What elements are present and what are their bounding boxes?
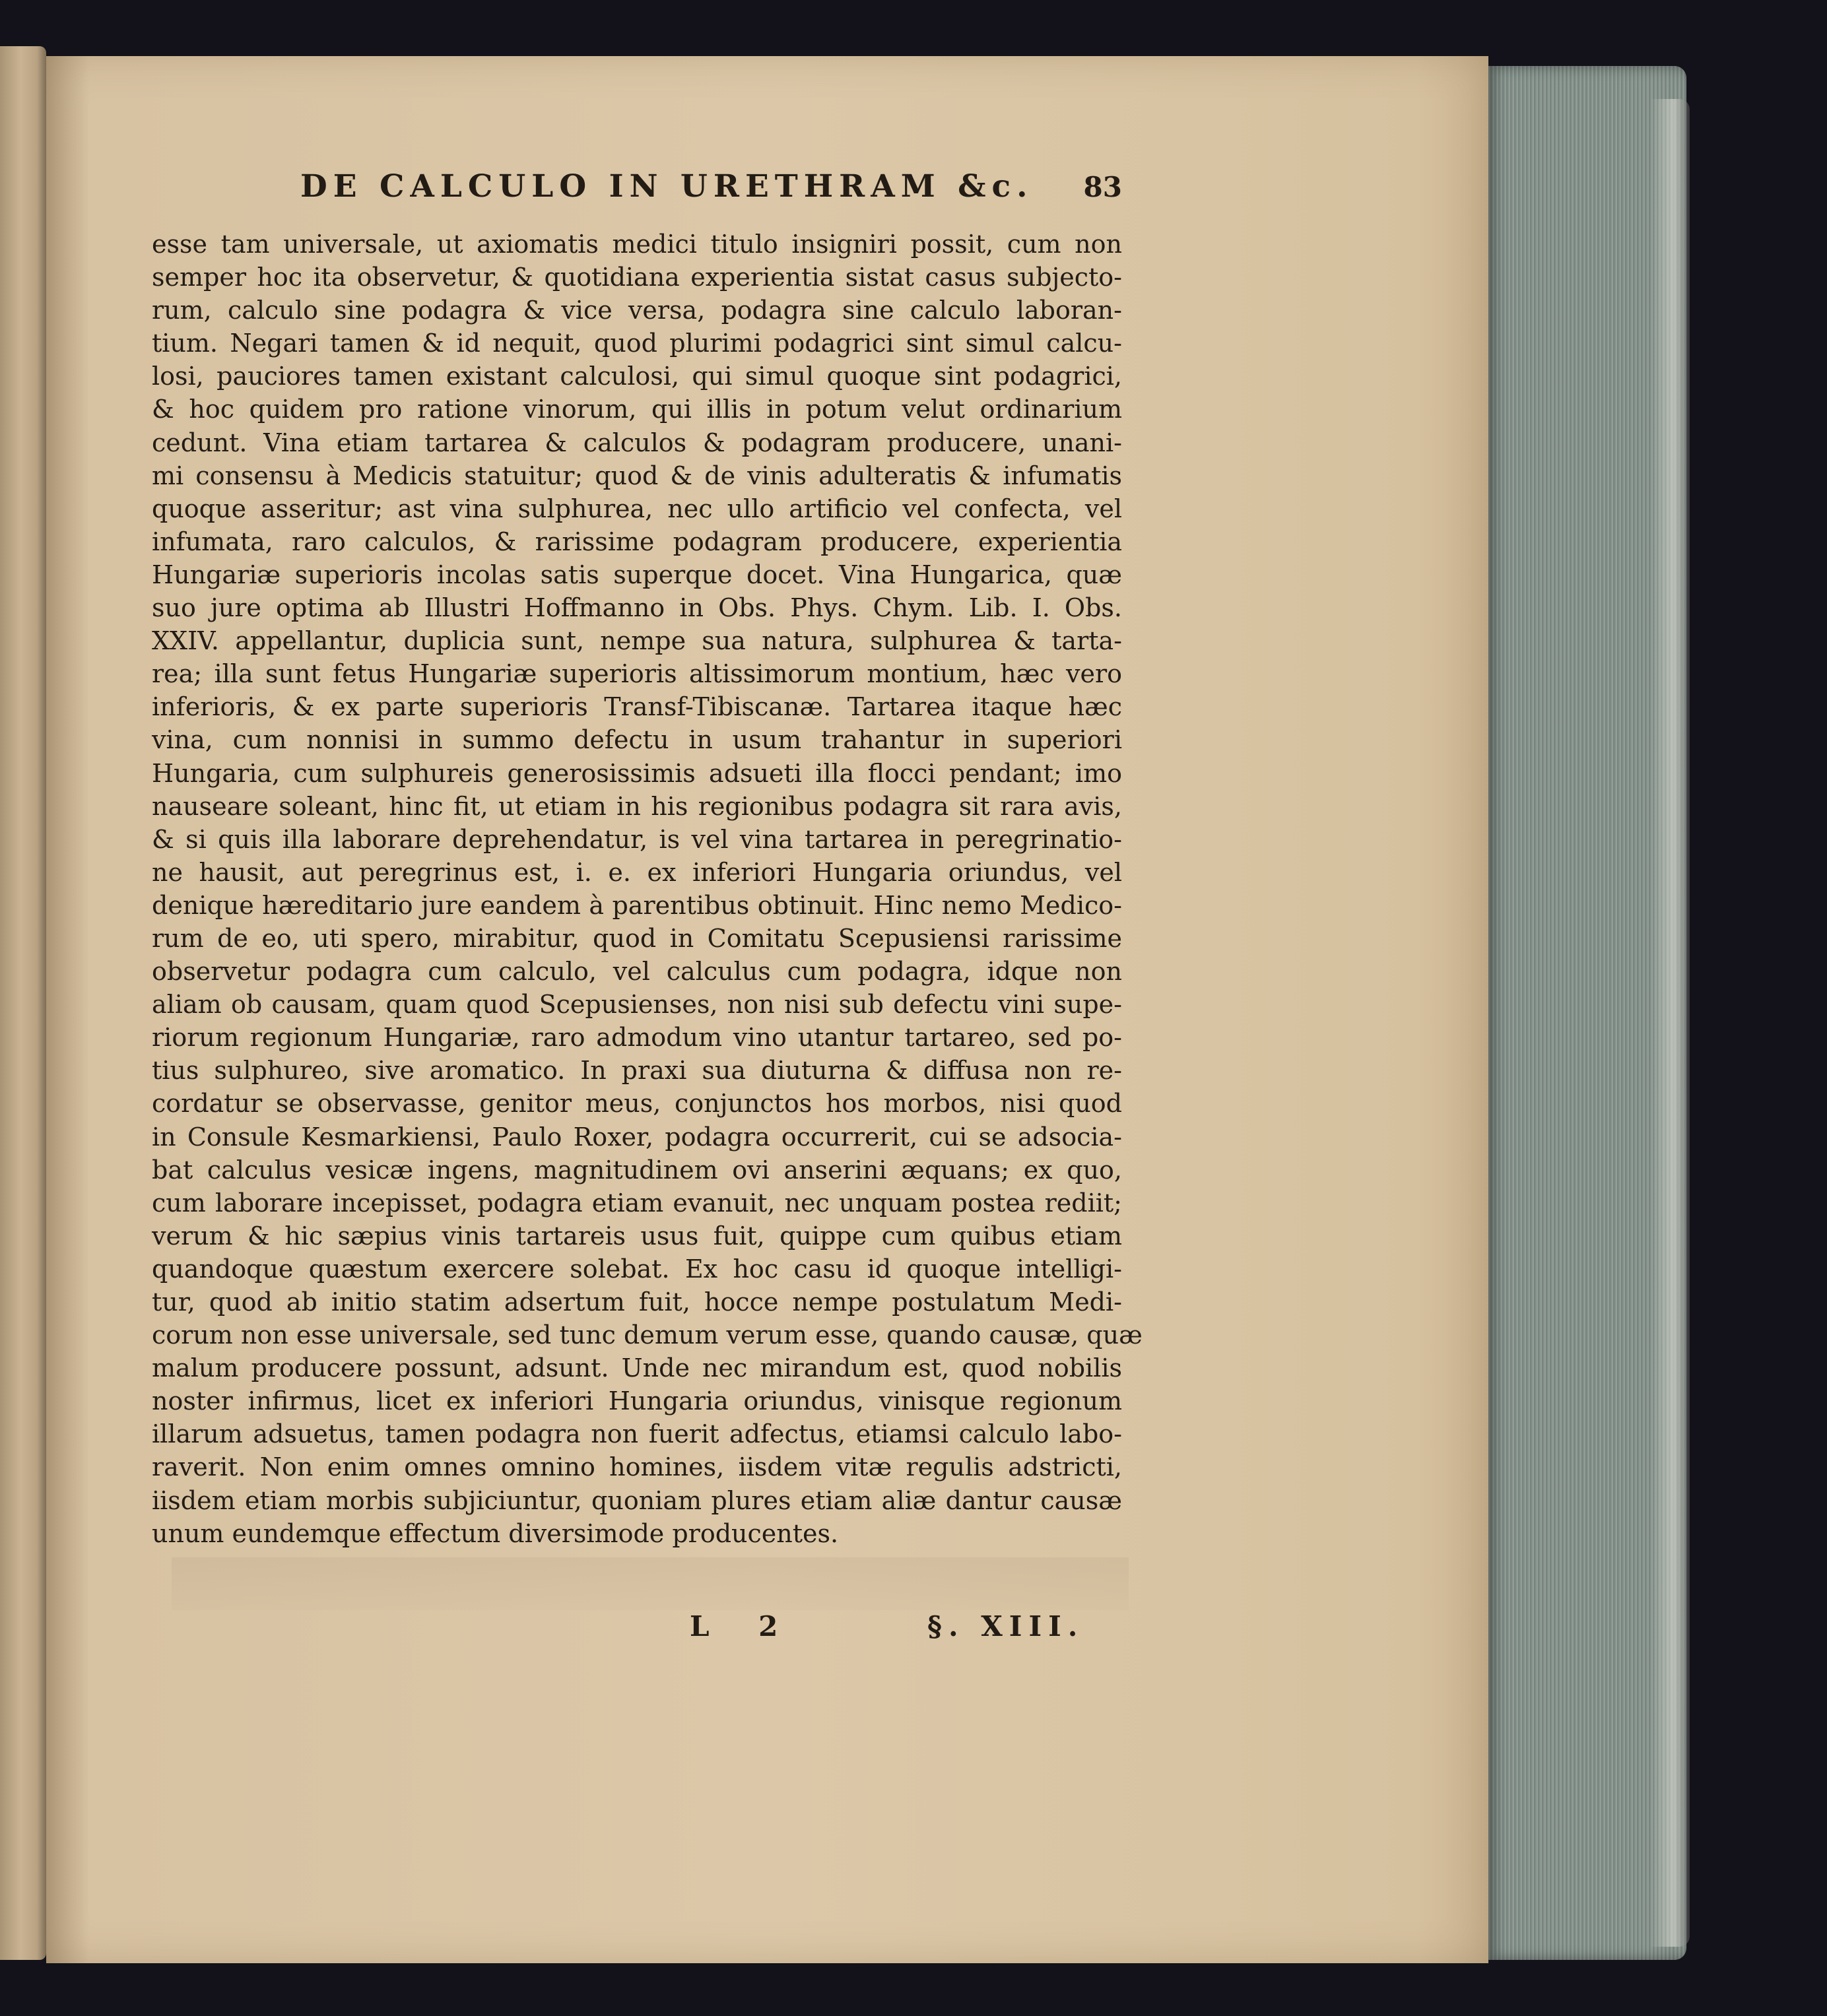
running-title: DE CALCULO IN URETHRAM &c.	[300, 168, 1034, 205]
text-line: cordatur se observasse, genitor meus, conjunctos hos morbos, nisi quod	[152, 1089, 1122, 1119]
text-line: losi, pauciores tamen existant calculosi, qui simul quoque sint podagrici,	[152, 362, 1122, 391]
text-line: quandoque quæstum exercere solebat. Ex hoc casu id quoque intelligi-	[152, 1254, 1122, 1284]
text-line: unum eundemque effectum diversimode producentes.	[152, 1518, 839, 1548]
show-through-text	[172, 1557, 1129, 1610]
text-line: noster infirmus, licet ex inferiori Hungaria oriundus, vinisque regionum	[152, 1386, 1122, 1416]
text-line: semper hoc ita observetur, & quotidiana experientia sistat casus subjecto-	[152, 263, 1122, 292]
body-text	[152, 228, 1143, 1550]
text-line: inferioris, & ex parte superioris Transf-Tibiscanæ. Tartarea itaque hæc	[152, 692, 1122, 722]
text-line: rum, calculo sine podagra & vice versa, podagra sine calculo laboran-	[152, 296, 1122, 325]
text-line: cedunt. Vina etiam tartarea & calculos & podagram producere, unani-	[152, 428, 1122, 457]
text-line: tur, quod ab initio statim adsertum fuit, hocce nempe postulatum Medi-	[152, 1287, 1122, 1317]
text-line: bat calculus vesicæ ingens, magnitudinem ovi anserini æquans; ex quo,	[152, 1155, 1122, 1185]
page-number: 83	[1083, 171, 1122, 203]
text-line: illarum adsuetus, tamen podagra non fuerit adfectus, etiamsi calculo labo-	[152, 1419, 1122, 1449]
text-line: mi consensu à Medicis statuitur; quod & de vinis adulteratis & infumatis	[152, 461, 1122, 490]
text-line: malum producere possunt, adsunt. Unde nec mirandum est, quod nobilis	[152, 1353, 1122, 1383]
text-line: Hungaria, cum sulphureis generosissimis adsueti illa flocci pendant; imo	[152, 758, 1122, 788]
text-line: infumata, raro calculos, & rarissime podagram producere, experientia	[152, 527, 1122, 556]
text-line: quoque asseritur; ast vina sulphurea, nec ullo artificio vel confecta, vel	[152, 494, 1122, 523]
text-line: & hoc quidem pro ratione vinorum, qui illis in potum velut ordinarium	[152, 395, 1122, 424]
text-line: suo jure optima ab Illustri Hoffmanno in Obs. Phys. Chym. Lib. I. Obs.	[152, 593, 1122, 623]
text-line: esse tam universale, ut axiomatis medici titulo insigniri possit, cum non	[152, 230, 1122, 259]
running-head	[300, 168, 1122, 221]
text-line: riorum regionum Hungariæ, raro admodum vino utantur tartareo, sed po-	[152, 1023, 1122, 1053]
text-line: tius sulphureo, sive aromatico. In praxi sua diuturna & diffusa non re-	[152, 1056, 1122, 1086]
text-line: corum non esse universale, sed tunc demum verum esse, quando causæ, quæ	[152, 1320, 1143, 1350]
text-line: ne hausit, aut peregrinus est, i. e. ex inferiori Hungaria oriundus, vel	[152, 857, 1122, 887]
text-line: verum & hic sæpius vinis tartareis usus fuit, quippe cum quibus etiam	[152, 1221, 1122, 1251]
text-line: observetur podagra cum calculo, vel calculus cum podagra, idque non	[152, 957, 1122, 987]
signature-mark: L 2	[690, 1610, 798, 1642]
text-line: in Consule Kesmarkiensi, Paulo Roxer, podagra occurrerit, cui se adsocia-	[152, 1122, 1122, 1152]
text-line: Hungariæ superioris incolas satis superque docet. Vina Hungarica, quæ	[152, 560, 1122, 589]
text-line: aliam ob causam, quam quod Scepusienses, non nisi sub defectu vini supe-	[152, 990, 1122, 1020]
text-line: denique hæreditario jure eandem à parentibus obtinuit. Hinc nemo Medico-	[152, 890, 1122, 920]
catchword: §. XIII.	[927, 1610, 1084, 1642]
page-edge-highlight	[1650, 99, 1690, 1947]
page-content	[152, 168, 1143, 1550]
text-line: vina, cum nonnisi in summo defectu in usum trahantur in superiori	[152, 725, 1122, 755]
text-line: cum laborare incepisset, podagra etiam evanuit, nec unquam postea rediit;	[152, 1188, 1122, 1218]
text-line: nauseare soleant, hinc fit, ut etiam in his regionibus podagra sit rara avis,	[152, 791, 1122, 821]
text-line: rea; illa sunt fetus Hungariæ superioris altissimorum montium, hæc vero	[152, 659, 1122, 689]
left-page-edge	[0, 46, 46, 1960]
text-line: XXIV. appellantur, duplicia sunt, nempe sua natura, sulphurea & tarta-	[152, 626, 1122, 656]
text-line: tium. Negari tamen & id nequit, quod plurimi podagrici sint simul calcu-	[152, 329, 1122, 358]
text-line: rum de eo, uti spero, mirabitur, quod in Comitatu Scepusiensi rarissime	[152, 923, 1122, 953]
text-line: raverit. Non enim omnes omnino homines, iisdem vitæ regulis adstricti,	[152, 1452, 1122, 1482]
text-line: iisdem etiam morbis subjiciuntur, quoniam plures etiam aliæ dantur causæ	[152, 1485, 1122, 1515]
text-line: & si quis illa laborare deprehendatur, is vel vina tartarea in peregrinatio-	[152, 824, 1122, 854]
